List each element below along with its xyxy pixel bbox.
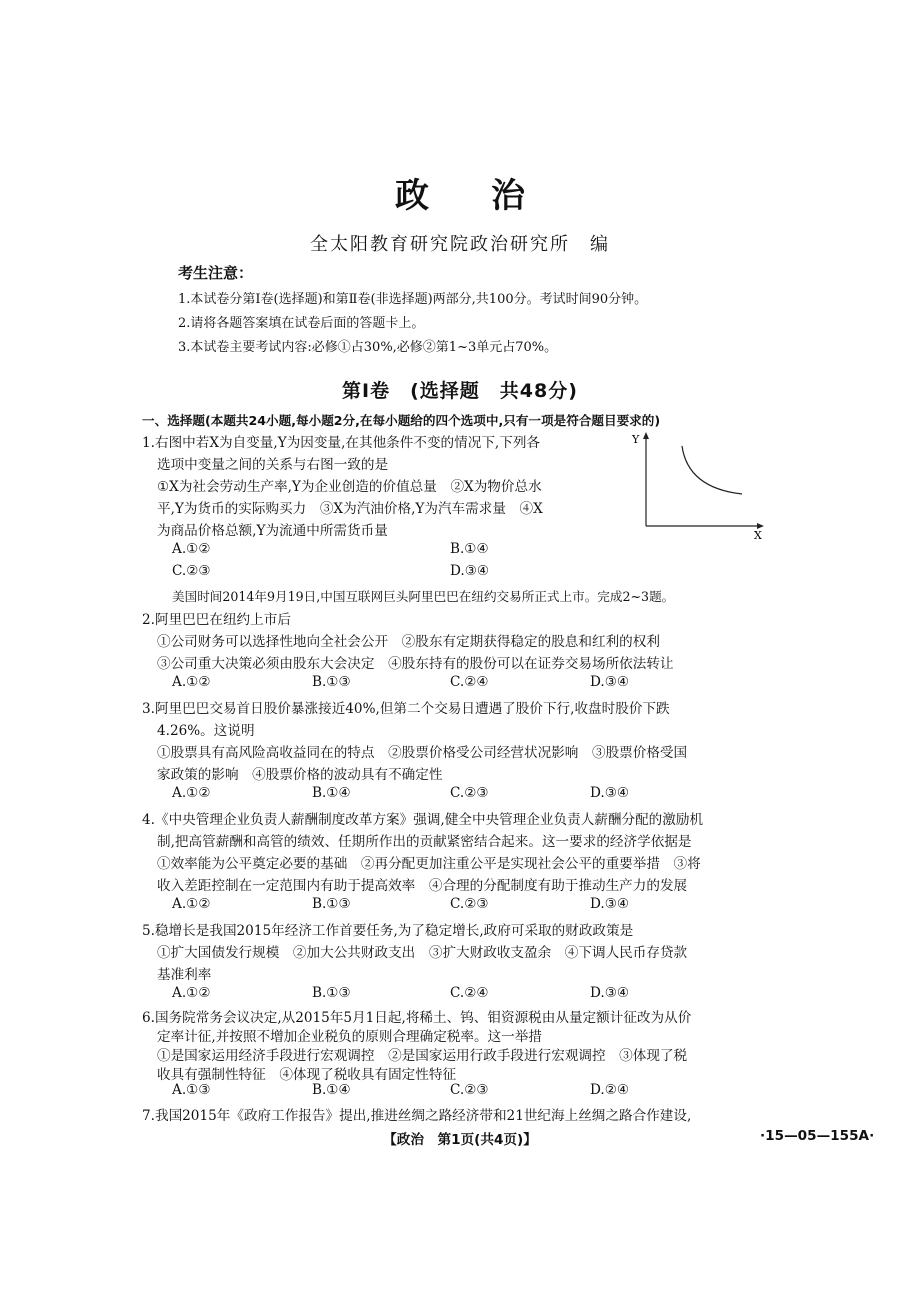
q7-stem: 7.我国2015年《政府工作报告》提出,推进丝绸之路经济带和21世纪海上丝绸之路合作建设, [142, 1108, 692, 1124]
y-axis-label: Y [632, 433, 640, 446]
q1-stem: 平,Y为货币的实际购买力 ③X为汽油价格,Y为汽车需求量 ④X [157, 501, 543, 517]
q1-option-a: A.①② [172, 541, 211, 557]
q5-option-b: B.①③ [312, 985, 351, 1001]
paper-code: ·15—05—155A· [760, 1128, 875, 1144]
q1-stem: 选项中变量之间的关系与右图一致的是 [157, 457, 389, 473]
q6-stem: 收具有强制性特征 ④体现了税收具有固定性特征 [157, 1067, 457, 1083]
x-axis-label: X [754, 529, 762, 542]
q1-stem: 为商品价格总额,Y为流通中所需货币量 [157, 523, 388, 539]
q5-stem: 5.稳增长是我国2015年经济工作首要任务,为了稳定增长,政府可采取的财政政策是 [142, 923, 634, 939]
q1-stem: 1.右图中若X为自变量,Y为因变量,在其他条件不变的情况下,下列各 [142, 435, 541, 451]
q3-stem: 3.阿里巴巴交易首日股价暴涨接近40%,但第二个交易日遭遇了股价下行,收盘时股价下跌 [142, 701, 670, 717]
q4-option-b: B.①③ [312, 896, 351, 912]
page-footer: 【政治 第1页(共4页)】 [383, 1132, 537, 1148]
q3-option-d: D.③④ [590, 785, 630, 801]
notice-item: 1.本试卷分第Ⅰ卷(选择题)和第Ⅱ卷(非选择题)两部分,共100分。考试时间90分钟。 [178, 292, 648, 307]
editor-line: 全太阳教育研究院政治研究所 编 [310, 234, 610, 255]
q3-option-a: A.①② [172, 785, 211, 801]
q2-option-a: A.①② [172, 674, 211, 690]
q3-stem: 家政策的影响 ④股票价格的波动具有不确定性 [157, 767, 443, 783]
q1-option-b: B.①④ [450, 541, 489, 557]
section-title: 第Ⅰ卷 (选择题 共48分) [342, 380, 578, 402]
q5-option-c: C.②④ [450, 985, 489, 1001]
q3-option-c: C.②③ [450, 785, 489, 801]
q6-stem: ①是国家运用经济手段进行宏观调控 ②是国家运用行政手段进行宏观调控 ③体现了税 [157, 1048, 688, 1064]
q4-option-d: D.③④ [590, 896, 630, 912]
q4-stem: 收入差距控制在一定范围内有助于提高效率 ④合理的分配制度有助于推动生产力的发展 [157, 878, 688, 894]
q2-stem: ③公司重大决策必须由股东大会决定 ④股东持有的股份可以在证券交易场所依法转让 [157, 656, 674, 672]
q4-stem: 4.《中央管理企业负责人薪酬制度改革方案》强调,健全中央管理企业负责人薪酬分配的激励机 [142, 812, 704, 828]
q2-stem: ①公司财务可以选择性地向全社会公开 ②股东有定期获得稳定的股息和红利的权利 [157, 634, 660, 650]
q3-stem: 4.26%。这说明 [157, 723, 255, 739]
q6-option-a: A.①③ [172, 1082, 211, 1098]
page-title: 政治 [395, 176, 587, 216]
notice-item: 2.请将各题答案填在试卷后面的答题卡上。 [178, 316, 425, 331]
q2-option-b: B.①③ [312, 674, 351, 690]
q5-stem: ①扩大国债发行规模 ②加大公共财政支出 ③扩大财政收支盈余 ④下调人民币存贷款 [157, 945, 688, 961]
q1-option-c: C.②③ [172, 563, 211, 579]
q3-stem: ①股票具有高风险高收益同在的特点 ②股票价格受公司经营状况影响 ③股票价格受国 [157, 745, 688, 761]
q2-stem: 2.阿里巴巴在纽约上市后 [142, 612, 291, 628]
q6-stem: 6.国务院常务会议决定,从2015年5月1日起,将稀土、钨、钼资源税由从量定额计征改为从价 [142, 1010, 692, 1026]
inverse-curve [682, 446, 742, 494]
q2-option-d: D.③④ [590, 674, 630, 690]
q4-stem: ①效率能为公平奠定必要的基础 ②再分配更加注重公平是实现社会公平的重要举措 ③将 [157, 856, 701, 872]
q3-option-b: B.①④ [312, 785, 351, 801]
q6-option-c: C.②③ [450, 1082, 489, 1098]
q2-option-c: C.②④ [450, 674, 489, 690]
q1-stem: ①X为社会劳动生产率,Y为企业创造的价值总量 ②X为物价总水 [157, 479, 542, 495]
q4-stem: 制,把高管薪酬和高管的绩效、任期所作出的贡献紧密结合起来。这一要求的经济学依据是 [157, 834, 692, 850]
q6-option-b: B.①④ [312, 1082, 351, 1098]
section-instruction: 一、选择题(本题共24小题,每小题2分,在每小题给的四个选项中,只有一项是符合题目要求的) [142, 413, 661, 428]
notice-item: 3.本试卷主要考试内容:必修①占30%,必修②第1~3单元占70%。 [178, 340, 558, 355]
q1-option-d: D.③④ [450, 563, 490, 579]
q4-option-c: C.②③ [450, 896, 489, 912]
q6-option-d: D.②④ [590, 1082, 630, 1098]
q1-graph [630, 430, 770, 542]
y-axis-arrow [643, 432, 649, 439]
notice-heading: 考生注意： [178, 264, 254, 282]
q5-option-a: A.①② [172, 985, 211, 1001]
q6-stem: 定率计征,并按照不增加企业税负的原则合理确定税率。这一举措 [157, 1029, 542, 1045]
q5-stem: 基准利率 [157, 967, 212, 983]
context-note: 美国时间2014年9月19日,中国互联网巨头阿里巴巴在纽约交易所正式上市。完成2~3题。 [172, 589, 675, 604]
q4-option-a: A.①② [172, 896, 211, 912]
q5-option-d: D.③④ [590, 985, 630, 1001]
